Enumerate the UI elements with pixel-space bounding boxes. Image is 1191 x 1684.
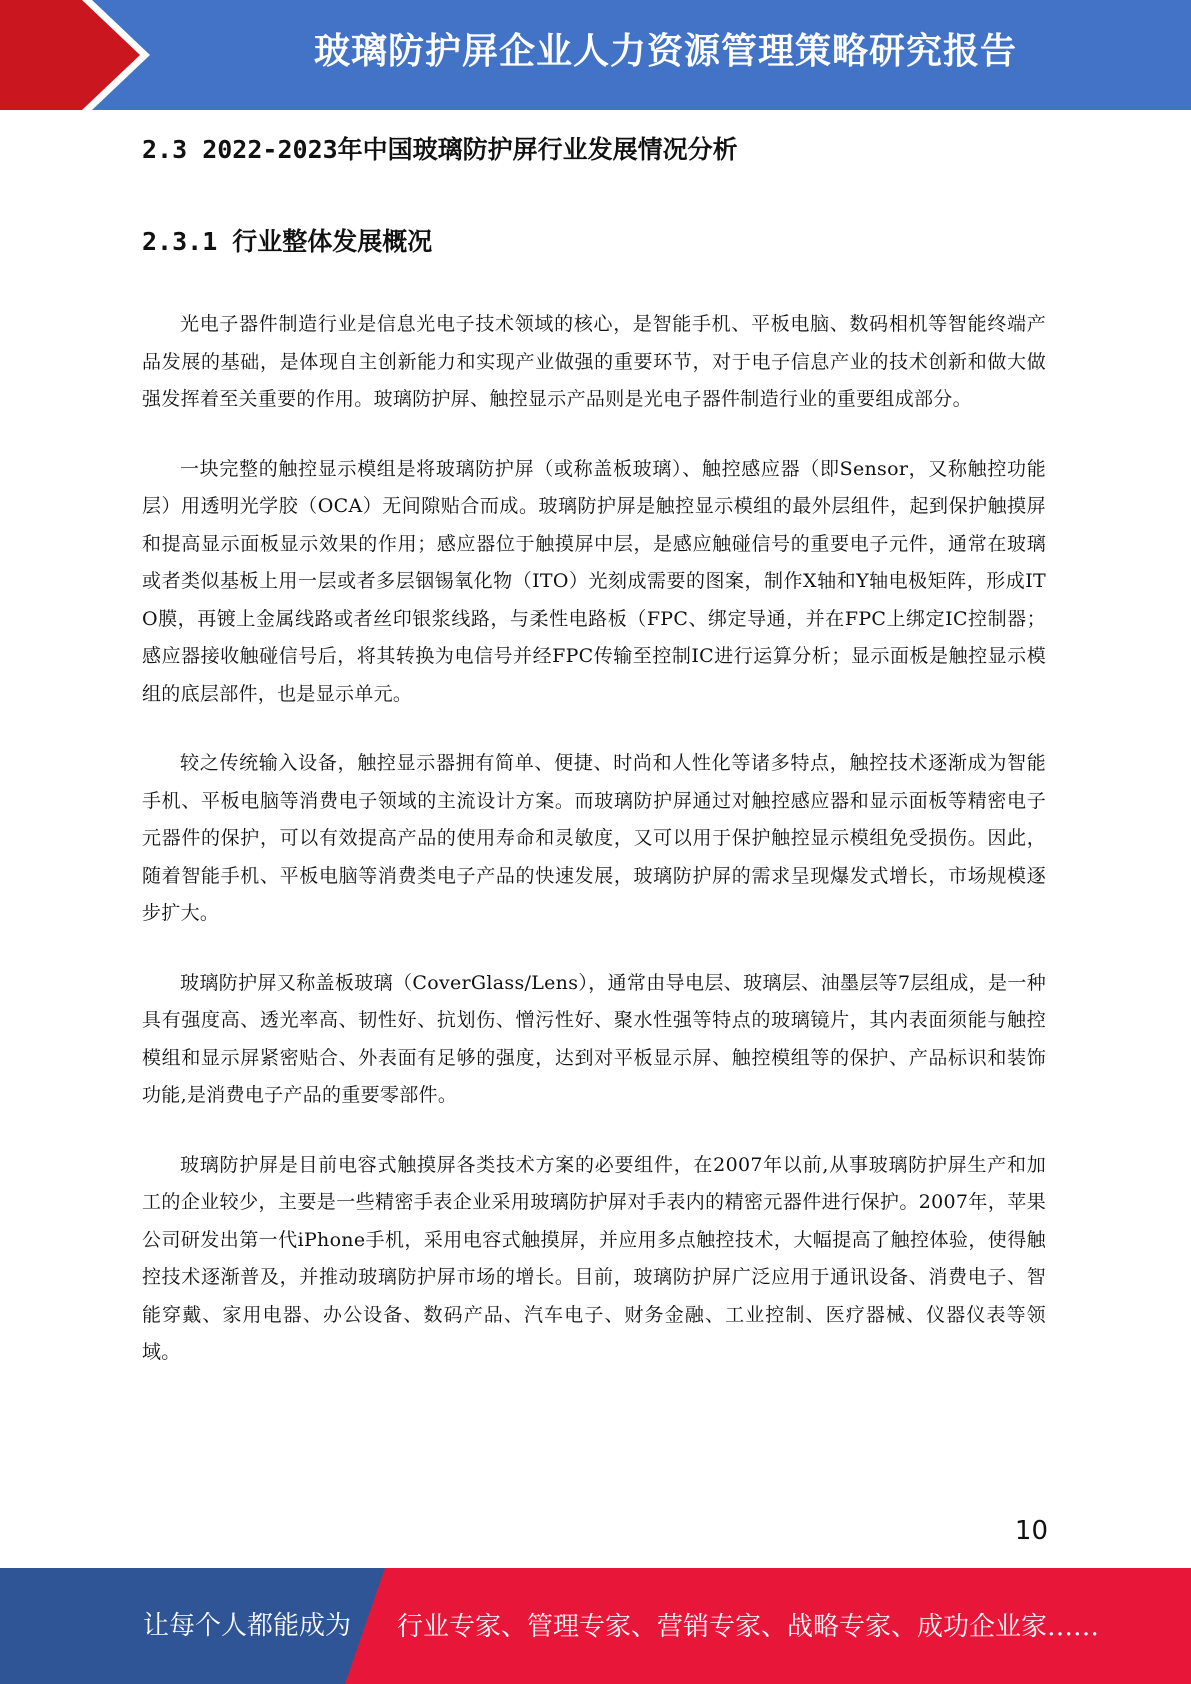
footer-slogan-lead: 让每个人都能成为 — [143, 1611, 352, 1641]
subsection-heading: 2.3.1 行业整体发展概况 — [142, 227, 433, 256]
page-header — [0, 0, 1191, 110]
paragraph: 较之传统输入设备，触控显示器拥有简单、便捷、时尚和人性化等诸多特点，触控技术逐渐成为智能手机、平板电脑等消费电子领域的主流设计方案。而玻璃防护屏通过对触控感应器和显示面板等精密电子元器件的保护，可以有效提高产品的使用寿命和灵敏度，又可以用于保护触控显示模组免受损伤。因此，随着智能手机、平板电脑等消费类电子产品的快速发展，玻璃防护屏的需求呈现爆发式增长，市场规模逐步扩大。 — [142, 752, 1046, 924]
footer-slogan-roles: 行业专家、管理专家、营销专家、战略专家、成功企业家…… — [397, 1612, 1100, 1642]
paragraph: 光电子器件制造行业是信息光电子技术领域的核心，是智能手机、平板电脑、数码相机等智能终端产品发展的基础，是体现自主创新能力和实现产业做强的重要环节，对于电子信息产业的技术创新和做大做强发挥着至关重要的作用。玻璃防护屏、触控显示产品则是光电子器件制造行业的重要组成部分。 — [142, 313, 1046, 410]
paragraph: 玻璃防护屏又称盖板玻璃（CoverGlass/Lens），通常由导电层、玻璃层、油墨层等7层组成，是一种具有强度高、透光率高、韧性好、抗划伤、憎污性好、聚水性强等特点的玻璃镜片，其内表面须能与触控模组和显示屏紧密贴合、外表面有足够的强度，达到对平板显示屏、触控模组等的保护、产品标识和装饰功能,是消费电子产品的重要零部件。 — [142, 971, 1046, 1106]
paragraph: 一块完整的触控显示模组是将玻璃防护屏（或称盖板玻璃）、触控感应器（即Sensor，又称触控功能层）用透明光学胶（OCA）无间隙贴合而成。玻璃防护屏是触控显示模组的最外层组件，起到保护触摸屏和提高显示面板显示效果的作用；感应器位于触摸屏中层，是感应触碰信号的重要电子元件，通常在玻璃或者类似基板上用一层或者多层铟锡氧化物（ITO）光刻成需要的图案，制作X轴和Y轴电极矩阵，形成ITO膜，再镀上金属线路或者丝印银浆线路，与柔性电路板（FPC、绑定导通，并在FPC上绑定IC控制器；感应器接收触碰信号后，将其转换为电信号并经FPC传输至控制IC进行运算分析；显示面板是触控显示模组的底层部件，也是显示单元。 — [142, 457, 1046, 705]
section-heading: 2.3 2022-2023年中国玻璃防护屏行业发展情况分析 — [142, 135, 738, 164]
report-title: 玻璃防护屏企业人力资源管理策略研究报告 — [313, 31, 1017, 72]
page-content — [142, 128, 1046, 1404]
page-number: 10 — [1014, 1516, 1048, 1546]
page-footer — [0, 1568, 1191, 1684]
header-chevron-decoration — [0, 0, 140, 110]
paragraph: 玻璃防护屏是目前电容式触摸屏各类技术方案的必要组件，在2007年以前,从事玻璃防护屏生产和加工的企业较少，主要是一些精密手表企业采用玻璃防护屏对手表内的精密元器件进行保护。2007年，苹果公司研发出第一代iPhone手机，采用电容式触摸屏，并应用多点触控技术，大幅提高了触控体验，使得触控技术逐渐普及，并推动玻璃防护屏市场的增长。目前，玻璃防护屏广泛应用于通讯设备、消费电子、智能穿戴、家用电器、办公设备、数码产品、汽车电子、财务金融、工业控制、医疗器械、仪器仪表等领域。 — [142, 1153, 1046, 1363]
body-text — [142, 306, 1046, 1372]
